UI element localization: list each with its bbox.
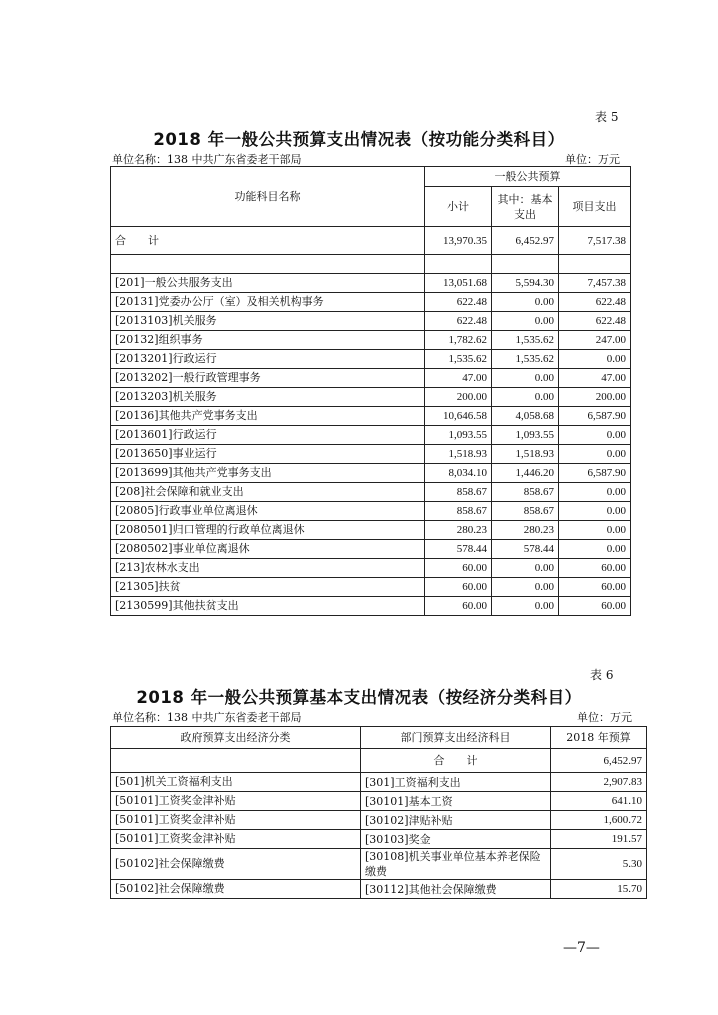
row-project: 47.00 bbox=[559, 369, 631, 388]
row-subtotal: 60.00 bbox=[425, 559, 492, 578]
row-name: [20131]党委办公厅（室）及相关机构事务 bbox=[111, 293, 425, 312]
table-row bbox=[111, 811, 647, 830]
row-subtotal: 60.00 bbox=[425, 597, 492, 616]
row-subtotal: 60.00 bbox=[425, 578, 492, 597]
row-subtotal: 47.00 bbox=[425, 369, 492, 388]
row-value: 15.70 bbox=[551, 880, 647, 899]
row-subtotal: 1,518.93 bbox=[425, 445, 492, 464]
row-basic: 0.00 bbox=[492, 559, 559, 578]
table-row bbox=[111, 502, 631, 521]
row-project: 0.00 bbox=[559, 540, 631, 559]
row-name: [20136]其他共产党事务支出 bbox=[111, 407, 425, 426]
function-classification-table bbox=[110, 166, 631, 616]
row-basic: 5,594.30 bbox=[492, 274, 559, 293]
table-title: 2018 年一般公共预算基本支出情况表（按经济分类科目） bbox=[136, 688, 582, 707]
table-row bbox=[111, 559, 631, 578]
row-project: 60.00 bbox=[559, 559, 631, 578]
row-name: [2080502]事业单位离退休 bbox=[111, 540, 425, 559]
table-row bbox=[111, 312, 631, 331]
row-project: 0.00 bbox=[559, 502, 631, 521]
row-name: [201]一般公共服务支出 bbox=[111, 274, 425, 293]
row-subtotal: 200.00 bbox=[425, 388, 492, 407]
table-row bbox=[111, 792, 647, 811]
row-gov: [50102]社会保障缴费 bbox=[111, 880, 361, 899]
header-basic: 其中：基本支出 bbox=[492, 187, 559, 227]
table-row bbox=[111, 773, 647, 792]
row-subtotal: 622.48 bbox=[425, 312, 492, 331]
table-tag: 表 5 bbox=[595, 110, 619, 124]
row-project: 7,457.38 bbox=[559, 274, 631, 293]
table-row bbox=[111, 597, 631, 616]
row-basic: 6,452.97 bbox=[492, 227, 559, 255]
row-name bbox=[111, 255, 425, 274]
row-basic: 1,535.62 bbox=[492, 331, 559, 350]
unit-name: 单位名称：138 中共广东省委老干部局 bbox=[112, 153, 302, 166]
row-name: [2013202]一般行政管理事务 bbox=[111, 369, 425, 388]
row-name: [2013103]机关服务 bbox=[111, 312, 425, 331]
row-basic: 0.00 bbox=[492, 597, 559, 616]
row-value: 5.30 bbox=[551, 849, 647, 880]
table-row bbox=[111, 445, 631, 464]
row-gov: [50101]工资奖金津补贴 bbox=[111, 830, 361, 849]
row-subtotal: 1,093.55 bbox=[425, 426, 492, 445]
row-basic: 280.23 bbox=[492, 521, 559, 540]
row-basic: 858.67 bbox=[492, 502, 559, 521]
table-title: 2018 年一般公共预算支出情况表（按功能分类科目） bbox=[153, 130, 565, 149]
table-row bbox=[111, 540, 631, 559]
header-budget: 2018 年预算 bbox=[551, 727, 647, 749]
row-subtotal: 8,034.10 bbox=[425, 464, 492, 483]
row-name: [20132]组织事务 bbox=[111, 331, 425, 350]
row-basic: 1,518.93 bbox=[492, 445, 559, 464]
row-name: 合 计 bbox=[111, 227, 425, 255]
row-subtotal: 13,051.68 bbox=[425, 274, 492, 293]
row-dept: [301]工资福利支出 bbox=[361, 773, 551, 792]
row-basic bbox=[492, 255, 559, 274]
row-name: [2080501]归口管理的行政单位离退休 bbox=[111, 521, 425, 540]
row-gov: [50101]工资奖金津补贴 bbox=[111, 811, 361, 830]
row-name: [213]农林水支出 bbox=[111, 559, 425, 578]
row-project: 60.00 bbox=[559, 597, 631, 616]
row-subtotal: 1,782.62 bbox=[425, 331, 492, 350]
row-basic: 858.67 bbox=[492, 483, 559, 502]
table-row bbox=[111, 464, 631, 483]
row-project: 0.00 bbox=[559, 521, 631, 540]
row-gov: [50101]工资奖金津补贴 bbox=[111, 792, 361, 811]
row-subtotal: 622.48 bbox=[425, 293, 492, 312]
table-row bbox=[111, 483, 631, 502]
row-subtotal: 280.23 bbox=[425, 521, 492, 540]
row-gov: [501]机关工资福利支出 bbox=[111, 773, 361, 792]
header-dept: 部门预算支出经济科目 bbox=[361, 727, 551, 749]
row-name: [2013201]行政运行 bbox=[111, 350, 425, 369]
row-dept: [30102]津贴补贴 bbox=[361, 811, 551, 830]
row-value: 191.57 bbox=[551, 830, 647, 849]
row-subtotal: 1,535.62 bbox=[425, 350, 492, 369]
table-row bbox=[111, 227, 631, 255]
header-subtotal: 小计 bbox=[425, 187, 492, 227]
table-row bbox=[111, 331, 631, 350]
table-row bbox=[111, 426, 631, 445]
row-gov: [50102]社会保障缴费 bbox=[111, 849, 361, 880]
row-project: 0.00 bbox=[559, 483, 631, 502]
row-subtotal: 10,646.58 bbox=[425, 407, 492, 426]
row-project: 247.00 bbox=[559, 331, 631, 350]
table-row bbox=[111, 293, 631, 312]
row-basic: 4,058.68 bbox=[492, 407, 559, 426]
row-basic: 0.00 bbox=[492, 578, 559, 597]
row-name: [2013601]行政运行 bbox=[111, 426, 425, 445]
row-name: [2013699]其他共产党事务支出 bbox=[111, 464, 425, 483]
header-group: 一般公共预算 bbox=[425, 167, 631, 187]
table-row bbox=[111, 521, 631, 540]
header-name: 功能科目名称 bbox=[111, 167, 425, 227]
row-basic: 1,446.20 bbox=[492, 464, 559, 483]
row-name: [208]社会保障和就业支出 bbox=[111, 483, 425, 502]
row-project: 0.00 bbox=[559, 350, 631, 369]
table-tag: 表 6 bbox=[590, 668, 614, 682]
row-project bbox=[559, 255, 631, 274]
row-project: 622.48 bbox=[559, 312, 631, 331]
row-value: 1,600.72 bbox=[551, 811, 647, 830]
row-project: 200.00 bbox=[559, 388, 631, 407]
row-name: [21305]扶贫 bbox=[111, 578, 425, 597]
table-row bbox=[111, 350, 631, 369]
table-row bbox=[111, 274, 631, 293]
row-basic: 0.00 bbox=[492, 369, 559, 388]
total-label: 合 计 bbox=[361, 749, 551, 773]
row-dept: [30112]其他社会保障缴费 bbox=[361, 880, 551, 899]
row-project: 6,587.90 bbox=[559, 407, 631, 426]
header-project: 项目支出 bbox=[559, 187, 631, 227]
row-basic: 0.00 bbox=[492, 388, 559, 407]
row-subtotal: 858.67 bbox=[425, 483, 492, 502]
row-name: [2013650]事业运行 bbox=[111, 445, 425, 464]
table-row bbox=[111, 388, 631, 407]
row-name: [2130599]其他扶贫支出 bbox=[111, 597, 425, 616]
economic-classification-table bbox=[110, 726, 647, 899]
row-subtotal: 858.67 bbox=[425, 502, 492, 521]
row-basic: 0.00 bbox=[492, 312, 559, 331]
header-gov: 政府预算支出经济分类 bbox=[111, 727, 361, 749]
row-basic: 0.00 bbox=[492, 293, 559, 312]
table-row bbox=[111, 369, 631, 388]
row-dept: [30108]机关事业单位基本养老保险缴费 bbox=[361, 849, 551, 880]
table-row bbox=[111, 880, 647, 899]
row-subtotal bbox=[425, 255, 492, 274]
unit-name: 单位名称：138 中共广东省委老干部局 bbox=[112, 711, 302, 724]
row-project: 0.00 bbox=[559, 426, 631, 445]
row-subtotal: 578.44 bbox=[425, 540, 492, 559]
row-dept: [30101]基本工资 bbox=[361, 792, 551, 811]
row-subtotal: 13,970.35 bbox=[425, 227, 492, 255]
table-row bbox=[111, 849, 647, 880]
unit-label: 单位：万元 bbox=[577, 711, 632, 724]
table-row bbox=[111, 578, 631, 597]
row-basic: 1,535.62 bbox=[492, 350, 559, 369]
row-value: 641.10 bbox=[551, 792, 647, 811]
row-basic: 578.44 bbox=[492, 540, 559, 559]
table-row bbox=[111, 830, 647, 849]
page-number: —7— bbox=[563, 940, 600, 956]
row-project: 60.00 bbox=[559, 578, 631, 597]
table-row bbox=[111, 255, 631, 274]
row-value: 2,907.83 bbox=[551, 773, 647, 792]
unit-label: 单位：万元 bbox=[565, 153, 620, 166]
total-blank bbox=[111, 749, 361, 773]
row-project: 7,517.38 bbox=[559, 227, 631, 255]
row-basic: 1,093.55 bbox=[492, 426, 559, 445]
row-project: 6,587.90 bbox=[559, 464, 631, 483]
row-project: 0.00 bbox=[559, 445, 631, 464]
row-name: [20805]行政事业单位离退休 bbox=[111, 502, 425, 521]
row-dept: [30103]奖金 bbox=[361, 830, 551, 849]
row-name: [2013203]机关服务 bbox=[111, 388, 425, 407]
row-project: 622.48 bbox=[559, 293, 631, 312]
total-value: 6,452.97 bbox=[551, 749, 647, 773]
table-row bbox=[111, 407, 631, 426]
